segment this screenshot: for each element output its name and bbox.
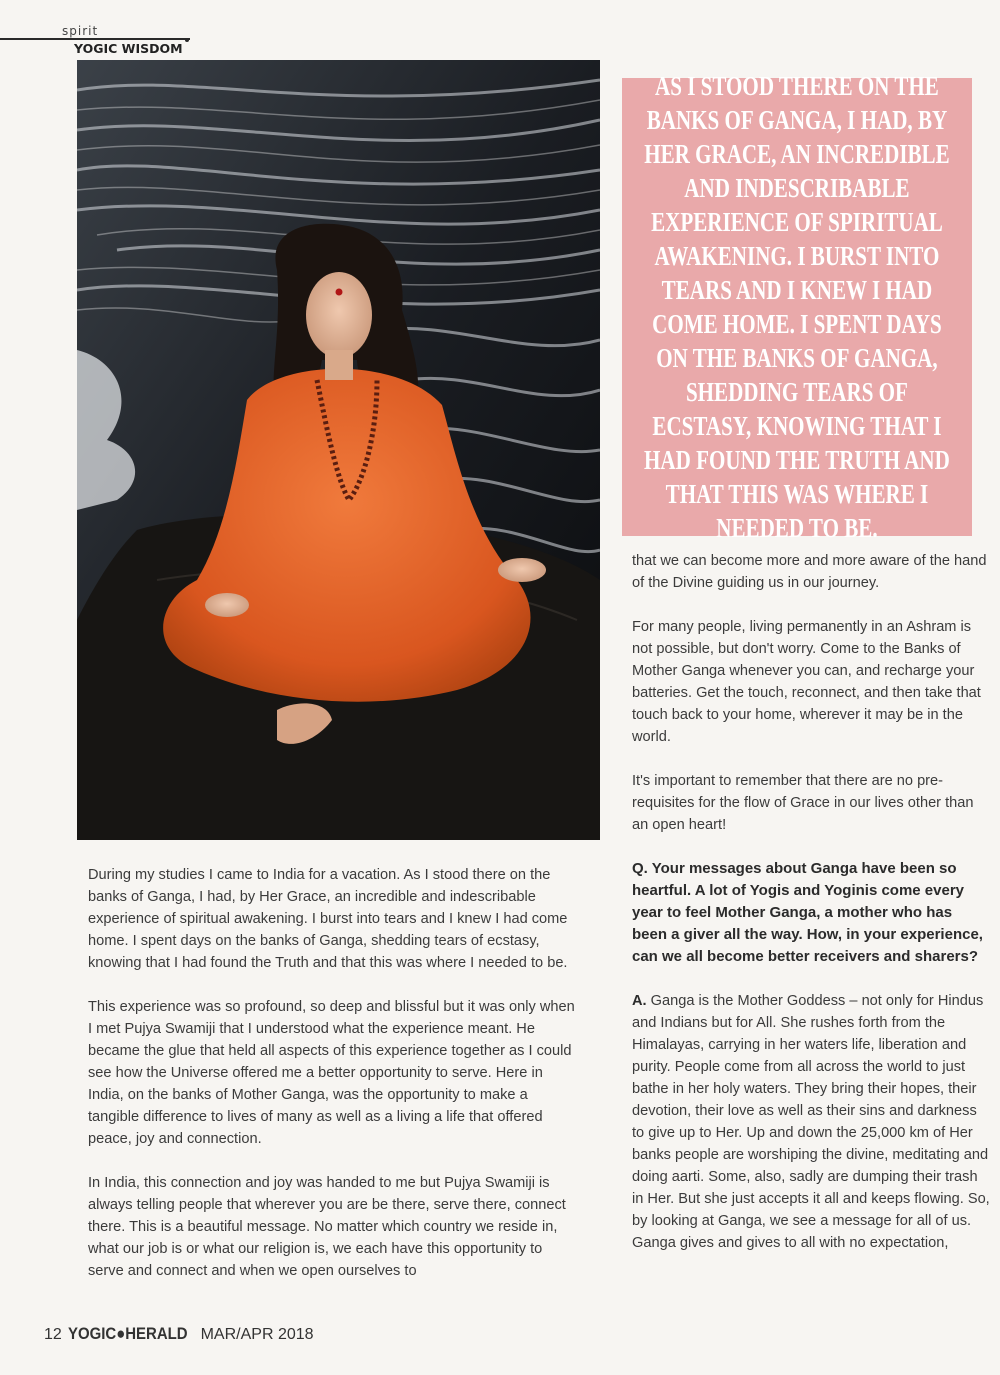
section-label: spirit bbox=[62, 24, 99, 38]
header-dot bbox=[185, 38, 189, 42]
issue-date: MAR/APR 2018 bbox=[200, 1326, 314, 1343]
paragraph: It's important to remember that there are no pre-requisites for the flow of Grace in our lives other than an open heart! bbox=[632, 773, 974, 833]
page-footer bbox=[44, 1324, 314, 1344]
answer-text: Ganga is the Mother Goddess – not only for Hindus and Indians but for All. She rushes forth from the Himalayas, carrying in her waters life, liberation and purity. People come from all across the world to just bathe in her holy waters. They bring their hopes, their devotion, their love as well as their sins and darkness to give up to Her. Up and down the 25,000 km of Her banks people are worshiping the divine, meditating and doing aarti. Some, also, sadly are dumping their trash in Her. But she just accepts it all and keeps flowing. So, by looking at Ganga, we see a message for all of us. Ganga gives and gives to all with no expectation, bbox=[632, 993, 990, 1251]
page-number: 12 bbox=[44, 1326, 62, 1343]
left-column bbox=[88, 864, 580, 1304]
pull-quote bbox=[622, 71, 972, 543]
answer-lead: A. bbox=[632, 993, 647, 1009]
paragraph: During my studies I came to India for a vacation. As I stood there on the banks of Ganga, I had, by Her Grace, an incredible and indescribable experience of spiritual awakening. I burst into tears and I knew I had come home. I spent days on the banks of Ganga, shedding tears of ecstasy, knowing that I had found the Truth and that this was where I needed to be. bbox=[88, 867, 568, 971]
paragraph: This experience was so profound, so deep and blissful but it was only when I met Pujya Swamiji that I understood what the experience meant. He became the glue that held all aspects of this experience together as I could see how the Universe offered me a better opportunity to serve. Here in India, on the banks of Mother Ganga, was the opportunity to make a tangible difference to lives of many as well as a living a life that offered peace, joy and connection. bbox=[88, 999, 575, 1147]
pull-quote-text: AS I STOOD THERE ON THE BANKS OF GANGA, I HAD, BY HER GRACE, AN INCREDIBLE AND INDESCRIBABLE EXPERIENCE OF SPIRITUAL AWAKENING. I BURST INTO TEARS AND I KNEW I HAD COME HOME. I SPENT DAYS ON THE BANKS OF GANGA, SHEDDING TEARS OF ECSTASY, KNOWING THAT I HAD FOUND THE TRUTH AND THAT THIS WAS WHERE I NEEDED TO BE. bbox=[644, 71, 950, 543]
paragraph: that we can become more and more aware of the hand of the Divine guiding us in our journey. bbox=[632, 553, 987, 591]
interview-question: Q. Your messages about Ganga have been so heartful. A lot of Yogis and Yoginis come every year to feel Mother Ganga, a mother who has been a giver all the way. How, in your experience, can we all become better receivers and sharers? bbox=[632, 860, 983, 965]
interview-answer bbox=[632, 990, 990, 1254]
header-rule bbox=[0, 38, 190, 40]
paragraph: In India, this connection and joy was handed to me but Pujya Swamiji is always telling people that wherever you are be there, serve there, connect there. This is a beautiful message. No matter which country we reside in, what our job is or what our religion is, we each have this opportunity to serve and connect and when we open ourselves to bbox=[88, 1175, 566, 1279]
magazine-brand: YOGIC●HERALD bbox=[68, 1324, 188, 1343]
paragraph: For many people, living permanently in an Ashram is not possible, but don't worry. Come to the Banks of Mother Ganga whenever you can, and recharge your batteries. Get the touch, reconnect, and then take that touch back to your home, wherever it may be in the world. bbox=[632, 619, 981, 745]
subsection-label: YOGIC WISDOM bbox=[74, 41, 183, 56]
meditating-woman-photo bbox=[77, 60, 600, 840]
right-column bbox=[632, 550, 990, 1276]
